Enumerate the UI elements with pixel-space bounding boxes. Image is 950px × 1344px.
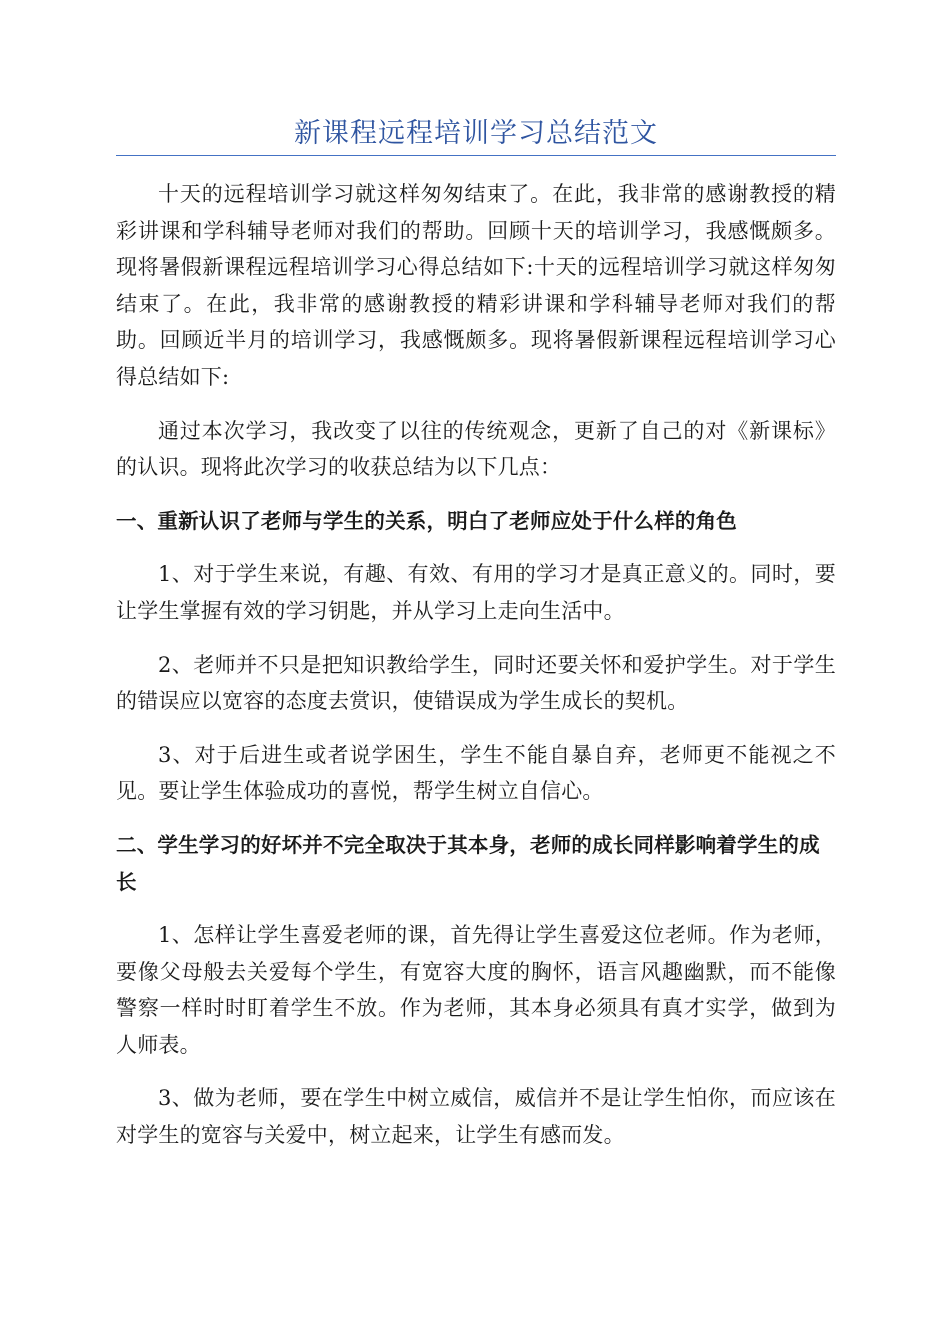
section-heading-2: 二、学生学习的好坏并不完全取决于其本身，老师的成长同样影响着学生的成长	[116, 832, 820, 894]
document-title: 新课程远程培训学习总结范文	[294, 118, 658, 149]
title-underline	[116, 155, 836, 156]
section-2-item-1: 1、怎样让学生喜爱老师的课，首先得让学生喜爱这位老师。作为老师，要像父母般去关爱每个学生，有宽容大度的胸怀，语言风趣幽默，而不能像警察一样时时盯着学生不放。作为老师，其本身必须具有真才实学，做到为人师表。	[116, 923, 836, 1057]
section-2-item-2: 3、做为老师，要在学生中树立威信，威信并不是让学生怕你，而应该在对学生的宽容与关爱中，树立起来，让学生有感而发。	[116, 1086, 836, 1148]
summary-paragraph: 通过本次学习，我改变了以往的传统观念，更新了自己的对《新课标》的认识。现将此次学习的收获总结为以下几点：	[116, 418, 836, 480]
section-1-item-2: 2、老师并不只是把知识教给学生，同时还要关怀和爱护学生。对于学生的错误应以宽容的态度去赏识，使错误成为学生成长的契机。	[116, 652, 836, 714]
document-body	[116, 176, 836, 1171]
intro-paragraph: 十天的远程培训学习就这样匆匆结束了。在此，我非常的感谢教授的精彩讲课和学科辅导老师对我们的帮助。回顾十天的培训学习，我感慨颇多。现将暑假新课程远程培训学习心得总结如下:十天的远程培训学习就这样匆匆结束了。在此，我非常的感谢教授的精彩讲课和学科辅导老师对我们的帮助。回顾近半月的培训学习，我感慨颇多。现将暑假新课程远程培训学习心得总结如下:	[116, 182, 836, 389]
section-1-item-1: 1、对于学生来说，有趣、有效、有用的学习才是真正意义的。同时，要让学生掌握有效的学习钥匙，并从学习上走向生活中。	[116, 562, 836, 623]
section-1-item-3: 3、对于后进生或者说学困生，学生不能自暴自弃，老师更不能视之不见。要让学生体验成功的喜悦，帮学生树立自信心。	[116, 742, 836, 804]
section-heading-1: 一、重新认识了老师与学生的关系，明白了老师应处于什么样的角色	[116, 508, 737, 533]
